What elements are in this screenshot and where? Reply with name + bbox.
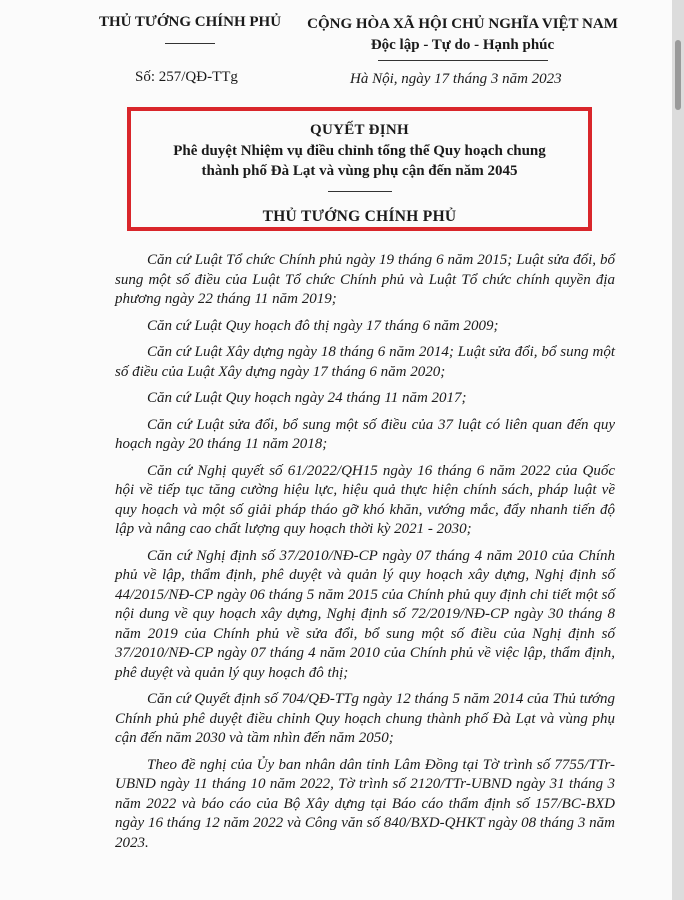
summary-line-2: thành phố Đà Lạt và vùng phụ cận đến năm 2045 xyxy=(201,163,518,179)
motto-underline xyxy=(378,60,548,61)
document-number: Số: 257/QĐ-TTg xyxy=(135,69,238,85)
agency-header xyxy=(95,14,285,44)
issuer-title: THỦ TƯỚNG CHÍNH PHỦ xyxy=(262,208,457,225)
preamble-paragraph: Căn cứ Quyết định số 704/QĐ-TTg ngày 12 tháng 5 năm 2014 của Thủ tướng Chính phủ phê duyệt điều chỉnh Quy hoạch chung thành phố Đà Lạt và vùng phụ cận đến năm 2030 và tầm nhìn đến năm 2050; xyxy=(115,691,615,746)
preamble-paragraph: Căn cứ Luật Quy hoạch đô thị ngày 17 tháng 6 năm 2009; xyxy=(147,317,499,334)
country-name: CỘNG HÒA XÃ HỘI CHỦ NGHĨA VIỆT NAM xyxy=(307,16,618,32)
agency-underline xyxy=(165,43,215,44)
preamble-paragraph: Căn cứ Luật sửa đổi, bổ sung một số điều của 37 luật có liên quan đến quy hoạch ngày 20 tháng 11 năm 2018; xyxy=(115,416,615,452)
scrollbar-thumb[interactable] xyxy=(675,40,681,110)
preamble-paragraph: Căn cứ Luật Xây dựng ngày 18 tháng 6 năm 2014; Luật sửa đổi, bổ sung một số điều của Luật Xây dựng ngày 17 tháng 6 năm 2020; xyxy=(115,344,615,380)
preamble xyxy=(115,251,615,860)
summary-line-1: Phê duyệt Nhiệm vụ điều chỉnh tổng thể Quy hoạch chung xyxy=(173,143,546,159)
document-type: QUYẾT ĐỊNH xyxy=(310,122,409,138)
preamble-paragraph: Căn cứ Nghị quyết số 61/2022/QH15 ngày 16 tháng 6 năm 2022 của Quốc hội về tiếp tục tăng cường hiệu lực, hiệu quả thực hiện chính sách, pháp luật về quy hoạch và một số giải pháp tháo gỡ khó khăn, vướng mắc, đẩy nhanh tiến độ lập và nâng cao chất lượng quy hoạch thời kỳ 2021 - 2030; xyxy=(115,462,615,537)
preamble-paragraph: Theo đề nghị của Ủy ban nhân dân tỉnh Lâm Đồng tại Tờ trình số 7755/TTr-UBND ngày 11 tháng 10 năm 2022, Tờ trình số 2120/TTr-UBND ngày 31 tháng 3 năm 2022 và báo cáo của Bộ Xây dựng tại Báo cáo thẩm định số 157/BC-BXD ngày 16 tháng 12 năm 2022 và Công văn số 840/BXD-QHKT ngày 08 tháng 3 năm 2023. xyxy=(115,756,615,851)
national-motto: Độc lập - Tự do - Hạnh phúc xyxy=(370,37,555,53)
preamble-paragraph: Căn cứ Nghị định số 37/2010/NĐ-CP ngày 07 tháng 4 năm 2010 của Chính phủ về lập, thẩm định, phê duyệt và quản lý quy hoạch xây dựng, Nghị định số 44/2015/NĐ-CP ngày 06 tháng 5 năm 2015 của Chính phủ quy định chi tiết một số nội dung về quy hoạch xây dựng, Nghị định số 72/2019/NĐ-CP ngày 30 tháng 8 năm 2019 của Chính phủ về sửa đổi, bổ sung một số điều của Nghị định số 37/2010/NĐ-CP ngày 07 tháng 4 năm 2010 của Chính phủ về việc lập, thẩm định, phê duyệt và quản lý quy hoạch đô thị; xyxy=(115,547,615,681)
national-header xyxy=(300,14,625,61)
place-date: Hà Nội, ngày 17 tháng 3 năm 2023 xyxy=(350,71,562,87)
title-highlight-box xyxy=(127,107,592,231)
document-summary xyxy=(131,141,588,181)
agency-name: THỦ TƯỚNG CHÍNH PHỦ xyxy=(98,14,282,30)
preamble-paragraph: Căn cứ Luật Tổ chức Chính phủ ngày 19 tháng 6 năm 2015; Luật sửa đổi, bổ sung một số điều của Luật Tổ chức Chính phủ và Luật Tổ chức chính quyền địa phương ngày 22 tháng 11 năm 2019; xyxy=(115,252,615,307)
title-underline xyxy=(328,191,392,192)
preamble-paragraph: Căn cứ Luật Quy hoạch ngày 24 tháng 11 năm 2017; xyxy=(147,390,467,406)
